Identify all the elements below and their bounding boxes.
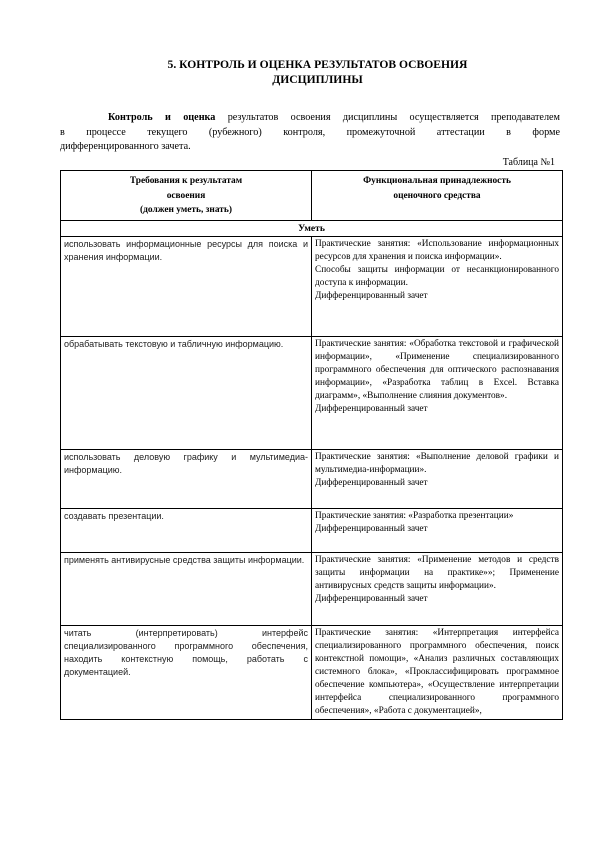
header-evaluation-tool: Функциональная принадлежность оценочного средства [312,171,563,221]
intro-line-2: в процессе текущего (рубежного) контроля, промежуточной аттестации в форме [60,126,560,138]
section-row [61,220,563,236]
eval-cell: Практические занятия: «Выполнение деловой графики и мультимедиа-информации». Дифференцированный зачет [312,449,563,508]
eval-cell: Практические занятия: «Использование информационных ресурсов для хранения и поиска информации». Способы защиты информации от несанкционированного доступа к информации. Дифференцированный зачет [312,236,563,336]
table-row [61,625,563,719]
table-row [61,236,563,336]
eval-cell: Практические занятия: «Разработка презентации» Дифференцированный зачет [312,508,563,552]
table-row [61,449,563,508]
table-row [61,508,563,552]
eval-cell: Практические занятия: «Обработка текстовой и графической информации», «Применение специализированного программного обеспечения для оптического распознавания информации», «Разработка таблиц в Excel. Вставка диаграмм», «Выполнение слияния документов». Дифференцированный зачет [312,336,563,449]
table-label: Таблица №1 [502,157,555,168]
skill-cell: использовать информационные ресурсы для поиска и хранения информации. [61,236,312,336]
section-heading [60,57,575,87]
skill-cell: обрабатывать текстовую и табличную информацию. [61,336,312,449]
table-row [61,336,563,449]
heading-line-2: ДИСЦИПЛИНЫ [272,73,363,86]
skill-cell: создавать презентации. [61,508,312,552]
intro-paragraph [60,111,560,155]
intro-bold-lead: Контроль и оценка [108,112,216,123]
intro-line-1 [60,111,560,126]
eval-cell: Практические занятия: «Интерпретация интерфейса специализированного программного обеспечения, поиск контекстной помощи», «Анализ различных составляющих системного блока», «Проклассифицировать программное обеспечение компьютера», «Осуществление интерпретации интерфейса специализированного программного обеспечения», «Работа с документацией», [312,625,563,719]
header-requirements: Требования к результатам освоения (должен уметь, знать) [61,171,312,221]
intro-line-1-rest: результатов освоения дисциплины осуществляется преподавателем [215,112,560,123]
skill-cell: использовать деловую графику и мультимедиа-информацию. [61,449,312,508]
skill-cell: применять антивирусные средства защиты информации. [61,552,312,625]
heading-line-1: 5. КОНТРОЛЬ И ОЦЕНКА РЕЗУЛЬТАТОВ ОСВОЕНИЯ [167,58,468,71]
intro-line-3: дифференцированного зачета. [60,141,191,152]
table-row [61,552,563,625]
skill-cell: читать (интерпретировать) интерфейс специализированного программного обеспечения, находить контекстную помощь, работать с документацией. [61,625,312,719]
assessment-table [60,170,563,720]
table-header-row [61,171,563,221]
section-label: Уметь [61,220,563,236]
eval-cell: Практические занятия: «Применение методов и средств защиты информации на практике»»; Применение антивирусных средств защиты информации». Дифференцированный зачет [312,552,563,625]
